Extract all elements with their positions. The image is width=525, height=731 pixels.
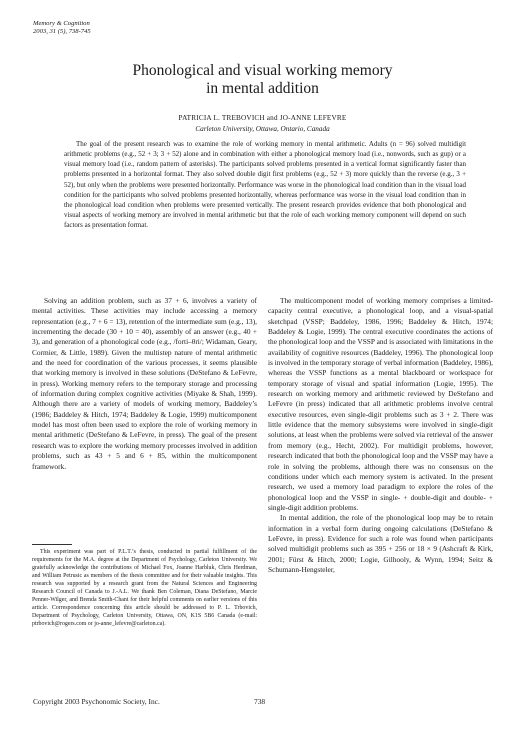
- page-number: 738: [254, 697, 266, 706]
- title-line-2: in mental addition: [206, 80, 319, 97]
- author-affiliation: Carleton University, Ottawa, Ontario, Canada: [195, 125, 330, 133]
- author-note-text: This experiment was part of P.L.T.’s thesis, conducted in partial fulfillment of the requirements for the M.A. degree at the Department of Psychology, Carleton University. We gratefully acknowledge the contributions of Michael Fox, Joanne Harbluk, Chris Herdman, and William Petrusic as members of the thesis committee and for their valuable insights. This research was supported by a research grant from the Natural Sciences and Engineering Research Council of Canada to J.-A.L. We thank Ben Coleman, Diana DeStefano, Marcie Penner-Wilger, and Brenda Smith-Chant for their helpful comments on earlier versions of this article. Correspondence concerning this article should be addressed to P. L. Trbovich, Department of Psychology, Carleton University, Ottawa, ON, K1S 5B6 Canada (e-mail: ptrbovich@rogers.com or jo-anne_lefevre@carleton.ca).: [32, 549, 257, 628]
- copyright-notice: Copyright 2003 Psychonomic Society, Inc.: [33, 697, 160, 706]
- author-note: [32, 548, 257, 628]
- journal-name: Memory & Cognition: [33, 20, 90, 27]
- body-paragraph: In mental addition, the role of the phonological loop may be to retain information in a verbal form during ongoing calculations (DeStefano & LeFevre, in press). Evidence for such a role was found when participants solved multidigit problems such as 395 + 256 or 18 × 9 (Ashcraft & Kirk, 2001; Fürst & Hitch, 2000; Logie, Gilhooly, & Wynn, 1994; Seitz & Schumann-Hengsteler,: [268, 513, 493, 574]
- body-column-left: [32, 296, 257, 472]
- journal-citation: [33, 20, 91, 36]
- author-list: PATRICIA L. TREBOVICH and JO-ANNE LEFEVRE: [178, 114, 347, 122]
- abstract-text: The goal of the present research was to examine the role of working memory in mental arithmetic. Adults (n = 96) solved multidigit arithmetic problems (e.g., 52 + 3; 3 + 52) alone and in combination with either a phonological memory load (i.e., nonwords, such as gup) or a visual memory load (i.e., random pattern of asterisks). The participants solved problems presented in a vertical format significantly faster than problems presented in a horizontal format. They also solved double digit first problems (e.g., 52 + 3) more quickly than the reverse (e.g., 3 + 52), but only when the problems were presented horizontally. Performance was worse in the phonological load condition than in the visual load condition for the participants who solved problems presented horizontally, whereas performance was worse in the visual load condition than in the phonological load condition when problems were presented vertically. The present research provides evidence that both phonological and visual aspects of working memory are involved in mental arithmetic but that the role of each working memory component will depend on such factors as presentation format.: [64, 140, 466, 230]
- body-paragraph: Solving an addition problem, such as 37 + 6, involves a variety of mental activities. These activities may include accessing a memory representation (e.g., 7 + 6 = 13), retention of the intermediate sum (e.g., 13), incrementing the decade (30 + 10 = 40), assembly of an answer (e.g., 40 + 3), and generation of a phonological code (e.g., /forti–θri/; Widaman, Geary, Cormier, & Little, 1989). Given the multistep nature of mental arithmetic and the need for coordination of the various processes, it seems plausible that working memory is involved in these solutions (DeStefano & LeFevre, in press). Working memory refers to the temporary storage and processing of information during complex cognitive activities (Miyake & Shah, 1999). Although there are a variety of models of working memory, Baddeley’s (1986; Baddeley & Hitch, 1974; Baddeley & Logie, 1999) multicomponent model has most often been used to explore the role of working memory in mental arithmetic (DeStefano & LeFevre, in press). The goal of the present research was to explore the working memory processes involved in addition problems, such as 43 + 5 and 6 + 85, within the multicomponent framework.: [32, 296, 257, 471]
- title-line-1: Phonological and visual working memory: [132, 62, 393, 79]
- abstract: [64, 139, 466, 230]
- body-paragraph: The multicomponent model of working memory comprises a limited-capacity central executive, a phonological loop, and a visual-spatial sketchpad (VSSP; Baddeley, 1986, 1996; Baddeley & Hitch, 1974; Baddeley & Logie, 1999). The central executive coordinates the actions of the phonological loop and the VSSP and is associated with limitations in the availability of cognitive resources (Baddeley, 1996). The phonological loop is involved in the temporary storage of verbal information (Baddeley, 1986), whereas the VSSP functions as a mental blackboard or workspace for temporary storage of visual and spatial information (Logie, 1995). The research on working memory and arithmetic reviewed by DeStefano and LeFevre (in press) indicated that all arithmetic problems involve central executive resources, even single-digit problems such as 3 + 2. There was little evidence that the memory subsystems were involved in single-digit solutions, at least when the problems were solved via retrieval of the answer from memory (e.g., Hecht, 2002). For multidigit problems, however, research indicated that both the phonological loop and the VSSP may have a role in solving the problems, although there was no consensus on the conditions under which each memory system is activated. In the present research, we used a memory load paradigm to explore the roles of the phonological loop and the VSSP in single- + double-digit and double- + single-digit addition problems.: [268, 296, 493, 512]
- article-title: [0, 62, 525, 98]
- footnote-divider: [32, 544, 72, 545]
- body-column-right: [268, 296, 493, 575]
- journal-volume: 2003, 31 (5), 738-745: [33, 28, 91, 35]
